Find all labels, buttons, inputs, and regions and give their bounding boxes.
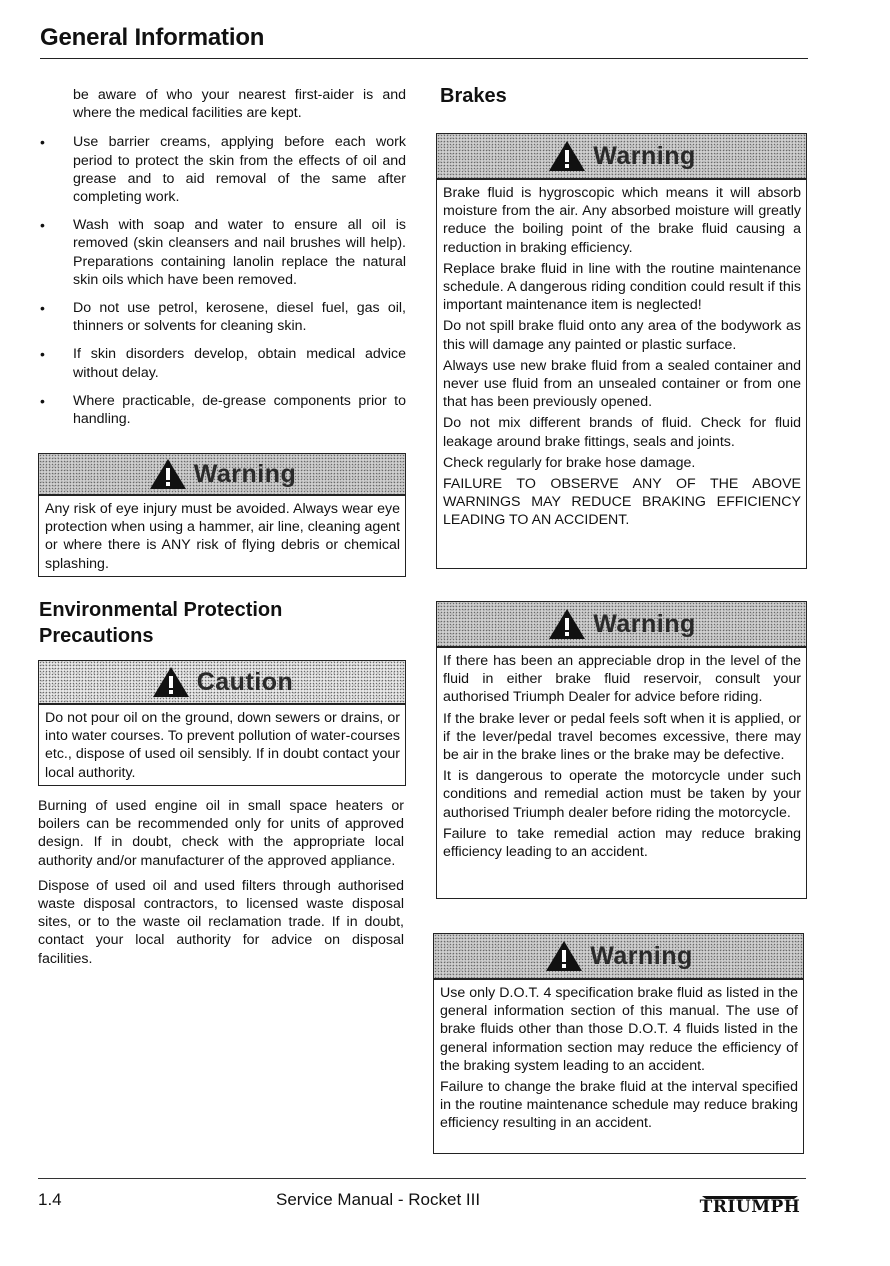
- warning-paragraph: Failure to take remedial action may reduce braking efficiency leading to an accident.: [443, 825, 801, 861]
- bullet-icon: •: [40, 134, 45, 151]
- left-intro-block: [40, 86, 406, 438]
- paragraph: Dispose of used oil and used filters through authorised waste disposal contractors, to licensed waste disposal sites, or to the waste oil reclamation trade. If in doubt, contact your local authority for advice on disposal facilities.: [38, 877, 404, 967]
- warning-paragraph: Failure to change the brake fluid at the interval specified in the routine maintenance schedule may reduce braking efficiency resulting in an accident.: [440, 1079, 798, 1132]
- warning-paragraph: Replace brake fluid in line with the routine maintenance schedule. A dangerous riding condition could result if this important maintenance item is neglected!: [443, 260, 801, 314]
- disposal-paragraphs: [38, 797, 404, 975]
- warning-label: Warning: [590, 941, 693, 970]
- bullet-icon: •: [40, 392, 45, 409]
- page-number: 1.4: [38, 1190, 62, 1209]
- warning-triangle-icon: [148, 457, 188, 491]
- bullet-icon: •: [40, 346, 45, 363]
- warning-triangle-icon: [547, 607, 587, 641]
- warning-paragraph: FAILURE TO OBSERVE ANY OF THE ABOVE WARNINGS MAY REDUCE BRAKING EFFICIENCY LEADING TO AN ACCIDENT.: [443, 476, 801, 529]
- svg-text:TRIUMPH: TRIUMPH: [699, 1197, 801, 1216]
- list-item: [40, 299, 406, 335]
- brakes-heading: Brakes: [440, 85, 507, 107]
- intro-text: be aware of who your nearest first-aider is and where the medical facilities are kept.: [73, 87, 406, 122]
- brake-fluid-warning-box: [436, 133, 807, 569]
- list-item: [40, 392, 406, 428]
- warning-body: [437, 180, 806, 539]
- bullet-list: [40, 133, 406, 428]
- warning-triangle-icon: [544, 939, 584, 973]
- bullet-text: Do not use petrol, kerosene, diesel fuel, gas oil, thinners or solvents for cleaning skin.: [73, 300, 406, 335]
- dot4-fluid-warning-box: [433, 933, 804, 1154]
- caution-label: Caution: [196, 667, 294, 696]
- footer-rule: [38, 1178, 806, 1179]
- eye-injury-warning-box: [38, 453, 406, 577]
- warning-banner: [437, 134, 806, 180]
- warning-banner: [437, 602, 806, 648]
- manual-title: Service Manual - Rocket III: [276, 1190, 481, 1209]
- bullet-icon: •: [40, 217, 45, 234]
- paragraph: Burning of used engine oil in small space heaters or boilers can be recommended only for units of approved design. If in doubt, check with the appropriate local authority and/or manufacturer of the approved appliance.: [38, 798, 404, 869]
- warning-triangle-icon: [151, 665, 191, 699]
- warning-label: Warning: [593, 141, 696, 170]
- warning-paragraph: Check regularly for brake hose damage.: [443, 454, 696, 471]
- oil-disposal-caution-box: [38, 660, 406, 786]
- bullet-text: If skin disorders develop, obtain medical advice without delay.: [73, 346, 406, 381]
- warning-label: Warning: [193, 459, 297, 488]
- header-rule: [40, 58, 808, 59]
- warning-paragraph: If the brake lever or pedal feels soft when it is applied, or if the lever/pedal travel becomes excessive, there may be air in the brake lines or the brake may be defective.: [443, 710, 801, 764]
- warning-paragraph: Brake fluid is hygroscopic which means it will absorb moisture from the air. Any absorbed moisture will greatly reduce the boiling point of the brake fluid causing a reduction in braking efficiency.: [443, 185, 801, 256]
- warning-triangle-icon: [547, 139, 587, 173]
- warning-paragraph: Do not spill brake fluid onto any area of the bodywork as this will damage any painted or plastic surface.: [443, 318, 801, 353]
- caution-banner: [39, 661, 405, 705]
- warning-paragraph: If there has been an appreciable drop in the level of the fluid in either brake fluid reservoir, consult your authorised Triumph Dealer for advice before riding.: [443, 653, 801, 706]
- warning-banner: [39, 454, 405, 496]
- list-item: [40, 133, 406, 206]
- warning-body: [434, 980, 803, 1142]
- warning-paragraph: Do not mix different brands of fluid. Check for fluid leakage around brake fittings, seals and joints.: [443, 415, 801, 450]
- warning-paragraph: It is dangerous to operate the motorcycle under such conditions and remedial action must be taken by your authorised Triumph dealer before riding the motorcycle.: [443, 768, 801, 821]
- triumph-logo: [698, 1190, 802, 1221]
- warning-text: Any risk of eye injury must be avoided. Always wear eye protection when using a hammer, air line, cleaning agent or where there is ANY risk of flying debris or chemical splashing.: [45, 501, 400, 572]
- page-title: General Information: [40, 24, 265, 51]
- environmental-heading: Environmental Protection Precautions: [39, 599, 283, 647]
- warning-banner: [434, 934, 803, 980]
- list-item: [40, 345, 406, 381]
- caution-text: Do not pour oil on the ground, down sewers or drains, or into water courses. To prevent pollution of water-courses etc., dispose of used oil sensibly. If in doubt contact your local authority.: [45, 710, 400, 781]
- warning-paragraph: Always use new brake fluid from a sealed container and never use fluid from an unsealed container or from one that has been previously opened.: [443, 357, 801, 411]
- warning-body: [437, 648, 806, 870]
- list-item: [40, 216, 406, 289]
- bullet-text: Use barrier creams, applying before each work period to protect the skin from the effects of oil and grease and to aid removal of the same after completing work.: [73, 134, 406, 206]
- brake-fluid-level-warning-box: [436, 601, 807, 899]
- bullet-text: Where practicable, de-grease components prior to handling.: [73, 392, 406, 428]
- warning-label: Warning: [593, 609, 696, 638]
- triumph-logo-icon: [698, 1190, 802, 1216]
- bullet-icon: •: [40, 300, 45, 317]
- bullet-text: Wash with soap and water to ensure all oil is removed (skin cleansers and nail brushes will help). Preparations containing lanolin replace the natural skin oils which have been removed.: [73, 217, 406, 288]
- warning-paragraph: Use only D.O.T. 4 specification brake fluid as listed in the general information section of this manual. The use of brake fluids other than those D.O.T. 4 fluids listed in the general information section may reduce the efficiency of the braking system leading to an accident.: [440, 985, 798, 1074]
